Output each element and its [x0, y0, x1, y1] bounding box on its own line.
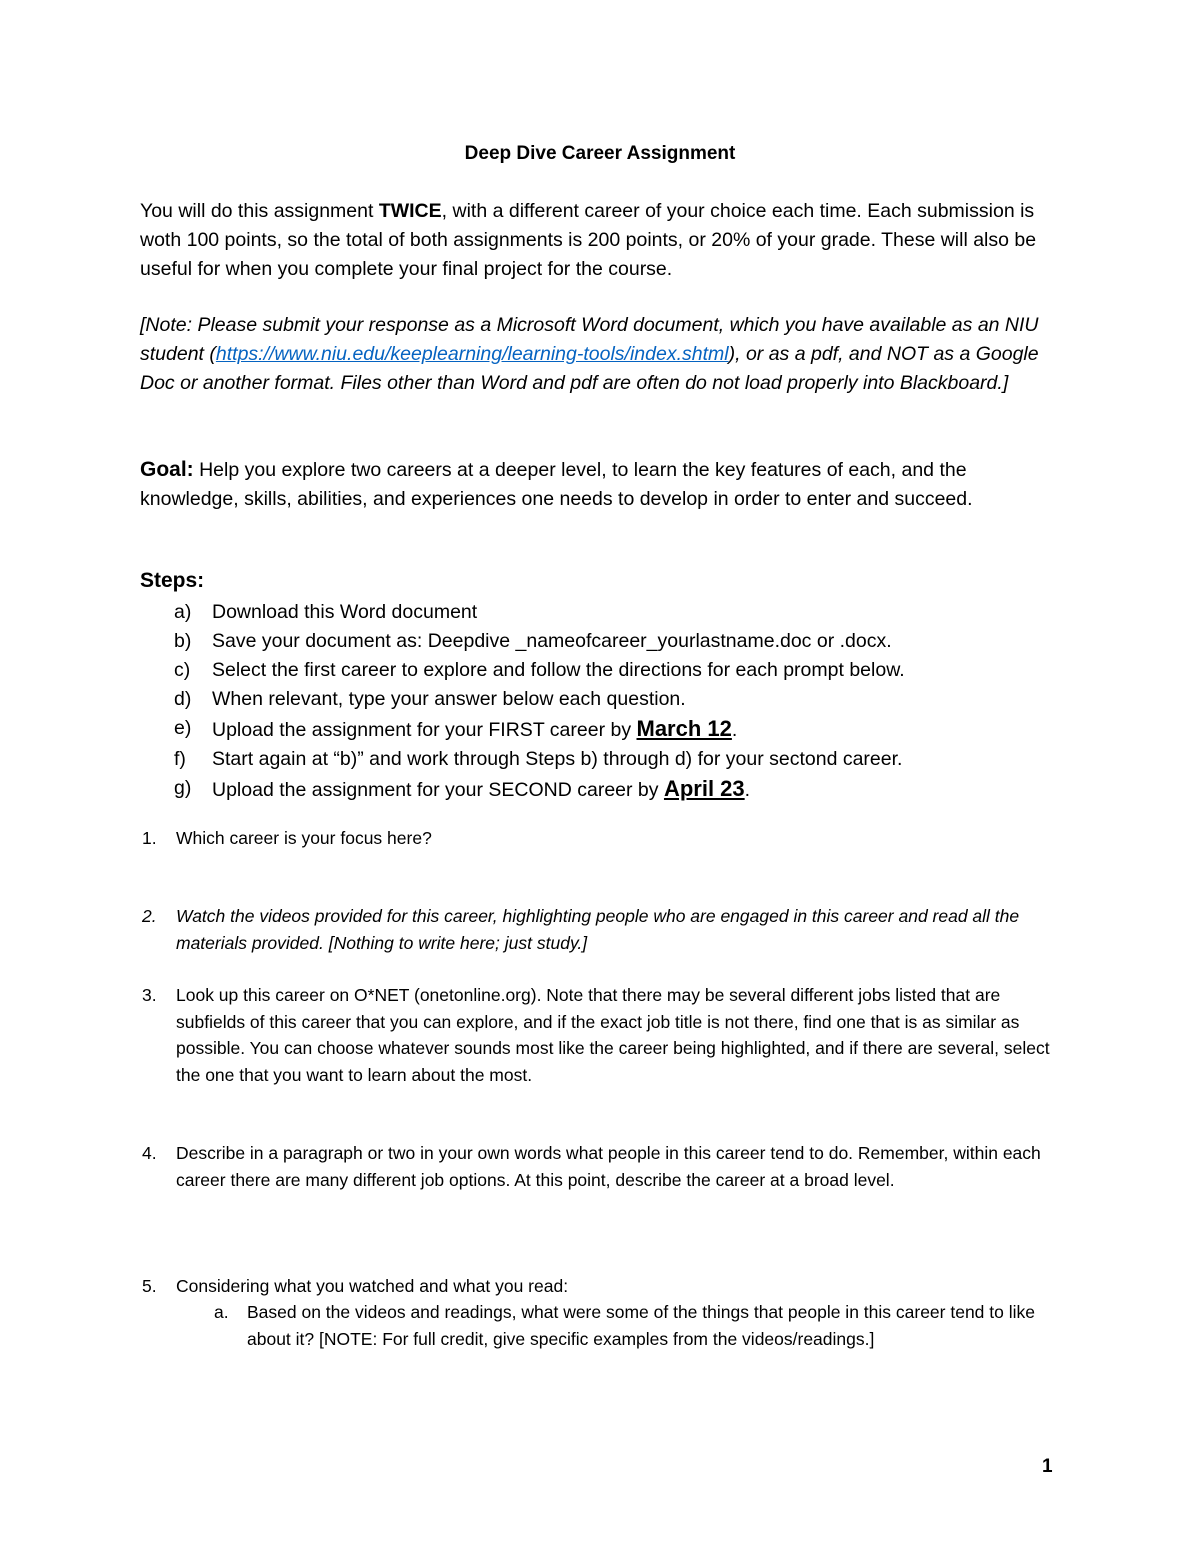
- step-item: [140, 598, 1080, 627]
- question-number: 5.: [142, 1276, 157, 1296]
- steps-heading: Steps:: [140, 569, 205, 592]
- subquestion-text: Based on the videos and readings, what were some of the things that people in this career tend to like about it? [NOTE: For full credit, give specific examples from the videos/readings.]: [247, 1302, 1035, 1349]
- step-label: a): [174, 601, 192, 623]
- step-label: g): [174, 777, 192, 799]
- step-text: Download this Word document: [212, 601, 478, 623]
- goal-label: Goal:: [140, 458, 194, 481]
- step-text: Save your document as: Deepdive _nameofcareer_yourlastname.doc or .docx.: [212, 630, 892, 652]
- intro-text-end: , with a different career of your choice each time. Each submission is woth 100 points, so the total of both assignments is 200 points, or 20% of your grade. These will also be useful for when you complete your final project for the course.: [140, 200, 1037, 280]
- question-number: 2.: [142, 906, 157, 926]
- note-text-start: [Note: Please submit your response as a Microsoft Word document, which you have available as an NIU student (: [140, 314, 1039, 365]
- subquestion-letter: a.: [214, 1302, 229, 1322]
- step-text: Upload the assignment for your FIRST career by: [212, 719, 637, 741]
- step-text: Start again at “b)” and work through Steps b) through d) for your sectond career.: [212, 748, 903, 770]
- step-label: f): [174, 748, 186, 770]
- question-text: Describe in a paragraph or two in your own words what people in this career tend to do. Remember, within each career there are many different job options. At this point, describe the career at a broad level.: [176, 1143, 1041, 1190]
- page-number: 1: [1042, 1456, 1053, 1477]
- step-item: [140, 714, 1080, 745]
- first-due-date: March 12: [636, 716, 732, 741]
- question-text: Which career is your focus here?: [176, 828, 432, 848]
- note-text-end: ), or as a pdf, and NOT as a Google Doc or another format. Files other than Word and pdf are often do not load properly into Blackboard.]: [140, 343, 1039, 394]
- second-due-date: April 23: [663, 776, 745, 801]
- goal-text: Help you explore two careers at a deeper level, to learn the key features of each, and the knowledge, skills, abilities, and experiences one needs to develop in order to enter and succeed.: [140, 459, 973, 510]
- step-item: [140, 745, 1080, 774]
- step-item: [140, 774, 1080, 805]
- step-text-end: .: [744, 779, 751, 801]
- niu-tools-link[interactable]: https://www.niu.edu/keeplearning/learning-tools/index.shtml: [215, 343, 729, 365]
- intro-paragraph: [140, 197, 1070, 284]
- steps-list: [140, 598, 1080, 805]
- question-3: [140, 982, 1060, 1088]
- step-item: [140, 656, 1080, 685]
- step-text: Upload the assignment for your SECOND career by: [212, 779, 664, 801]
- intro-emphasis: TWICE: [378, 200, 442, 222]
- question-1: [140, 825, 1060, 852]
- step-label: d): [174, 688, 192, 710]
- question-5a: [140, 1299, 1060, 1352]
- question-number: 4.: [142, 1143, 157, 1163]
- document-title: Deep Dive Career Assignment: [464, 143, 736, 164]
- question-2: [140, 903, 1060, 956]
- question-5: [140, 1273, 1060, 1300]
- question-4: [140, 1140, 1060, 1193]
- question-text: Considering what you watched and what you read:: [176, 1276, 569, 1296]
- step-text-end: .: [731, 719, 738, 741]
- step-item: [140, 627, 1080, 656]
- intro-text-start: You will do this assignment: [140, 200, 379, 222]
- step-text: Select the first career to explore and follow the directions for each prompt below.: [212, 659, 905, 681]
- step-label: b): [174, 630, 192, 652]
- step-label: e): [174, 717, 192, 739]
- step-text: When relevant, type your answer below each question.: [212, 688, 686, 710]
- goal-paragraph: [140, 455, 1070, 514]
- step-item: [140, 685, 1080, 714]
- question-text: Look up this career on O*NET (onetonline.org). Note that there may be several different jobs listed that are subfields of this career that you can explore, and if the exact job title is not there, find one that is as similar as possible. You can choose whatever sounds most like the career being highlighted, and if there are several, select the one that you want to learn about the most.: [176, 985, 1050, 1085]
- question-text: Watch the videos provided for this career, highlighting people who are engaged in this career and read all the materials provided. [Nothing to write here; just study.]: [176, 906, 1020, 953]
- step-label: c): [174, 659, 191, 681]
- question-number: 3.: [142, 985, 157, 1005]
- note-paragraph: [140, 311, 1070, 398]
- question-number: 1.: [142, 828, 157, 848]
